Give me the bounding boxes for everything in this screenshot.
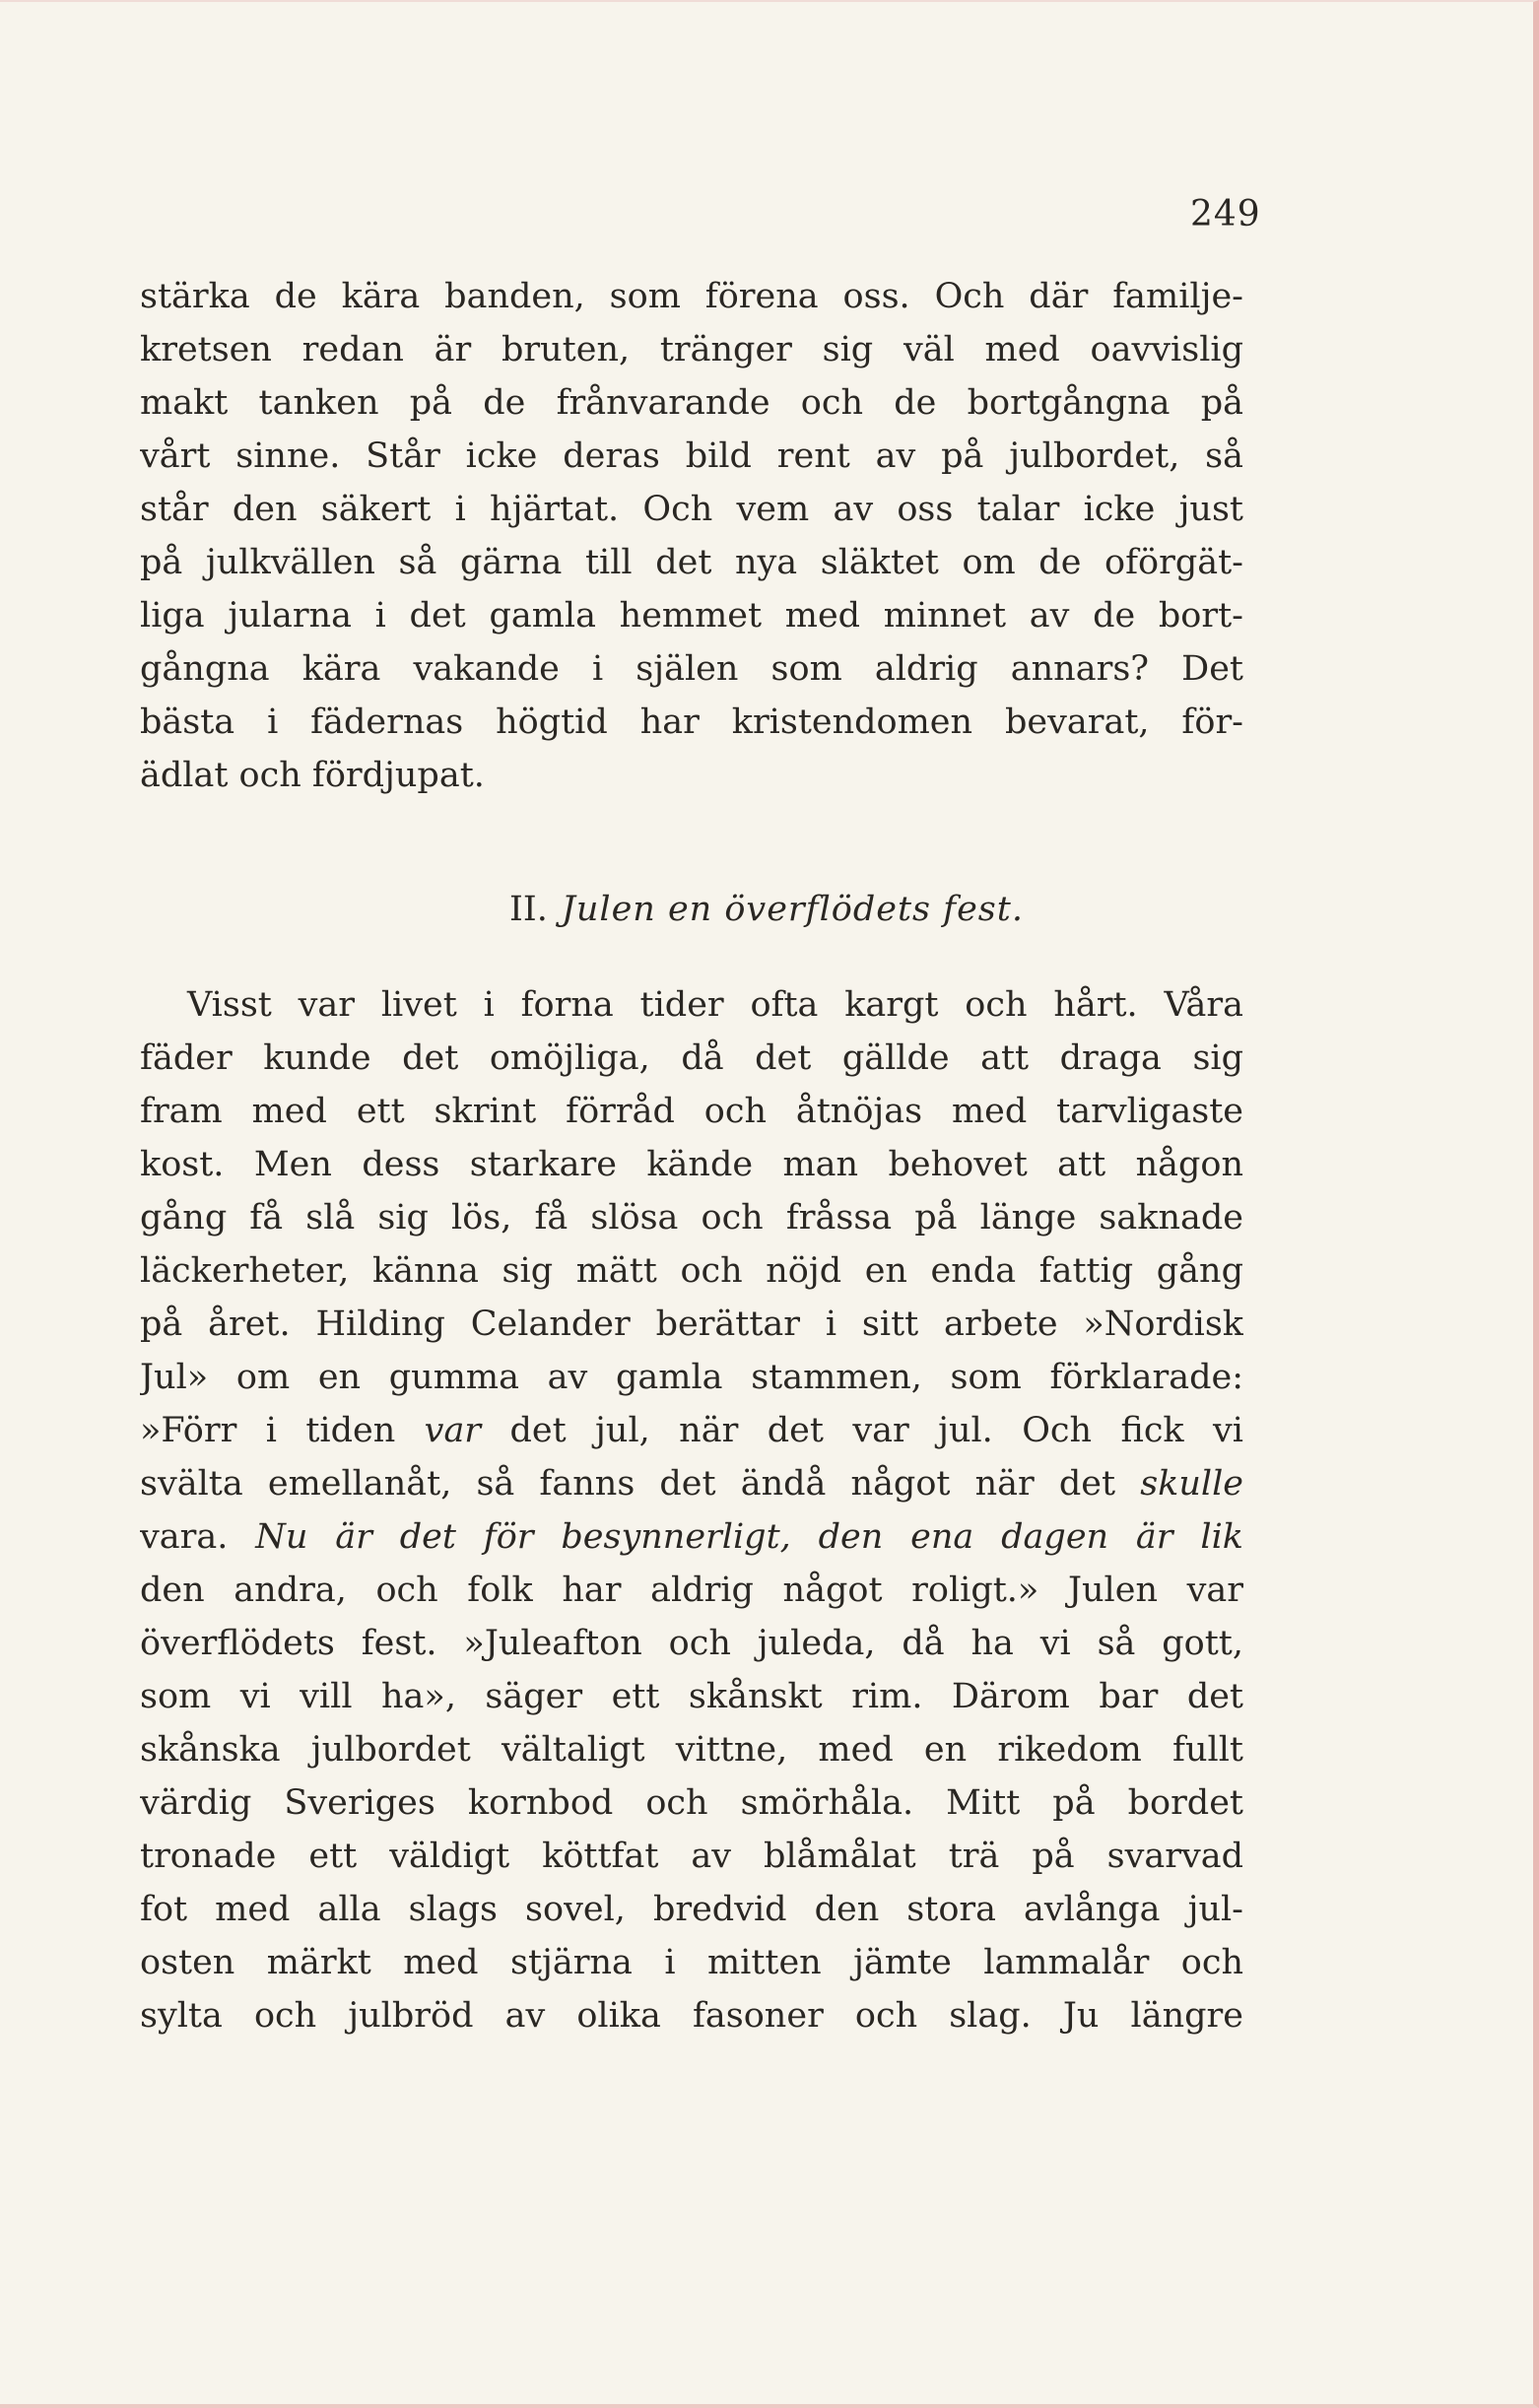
text-line: bästa i fädernas högtid har kristendomen bevarat, för- <box>140 702 1243 742</box>
text-line: den andra, och folk har aldrig något roligt.» Julen var <box>140 1571 1243 1610</box>
text-line: läckerheter, känna sig mätt och nöjd en enda fattig gång <box>140 1251 1243 1291</box>
page-number: 249 <box>1190 194 1261 234</box>
text-line: gång få slå sig lös, få slösa och fråssa på länge saknade <box>140 1198 1243 1237</box>
section-number: II. <box>509 890 548 929</box>
text-line: Visst var livet i forna tider ofta kargt och hårt. Våra <box>187 985 1243 1025</box>
text-line: ädlat och fördjupat. <box>140 756 485 795</box>
text-line: vara. Nu är det för besynnerligt, den ena dagen är lik <box>140 1517 1243 1557</box>
italic-emphasis: skulle <box>1140 1464 1243 1504</box>
italic-emphasis: var <box>424 1411 482 1450</box>
text-line: osten märkt med stjärna i mitten jämte lammalår och <box>140 1943 1243 1982</box>
text-line: fram med ett skrint förråd och åtnöjas med tarvligaste <box>140 1092 1243 1131</box>
paragraph-body <box>140 978 1243 2042</box>
section-heading <box>0 888 1533 931</box>
section-title: Julen en överflödets fest. <box>561 890 1024 929</box>
paragraph-continuation <box>140 270 1243 802</box>
text-line: sylta och julbröd av olika fasoner och slag. Ju längre <box>140 1996 1243 2036</box>
text-line: tronade ett väldigt köttfat av blåmålat trä på svarvad <box>140 1837 1243 1876</box>
text-line: som vi vill ha», säger ett skånskt rim. Därom bar det <box>140 1677 1243 1716</box>
text-line: på året. Hilding Celander berättar i sitt arbete »Nordisk <box>140 1304 1243 1344</box>
text-line: makt tanken på de frånvarande och de bortgångna på <box>140 383 1243 423</box>
text-line: på julkvällen så gärna till det nya släktet om de oförgät- <box>140 543 1243 582</box>
text-line: »Förr i tiden var det jul, när det var jul. Och fick vi <box>140 1411 1243 1450</box>
text-line: kost. Men dess starkare kände man behovet att någon <box>140 1145 1243 1184</box>
text-line: fot med alla slags sovel, bredvid den stora avlånga jul- <box>140 1890 1243 1929</box>
text-line: gångna kära vakande i själen som aldrig annars? Det <box>140 649 1243 689</box>
text-line: kretsen redan är bruten, tränger sig väl med oavvislig <box>140 330 1243 369</box>
text-line: överflödets fest. »Juleafton och juleda, då ha vi så gott, <box>140 1624 1243 1663</box>
italic-emphasis: Nu är det för besynnerligt, den ena dagen är lik <box>228 1517 1243 1557</box>
text-line: svälta emellanåt, så fanns det ändå något när det skulle <box>140 1464 1243 1504</box>
text-line: värdig Sveriges kornbod och smörhåla. Mitt på bordet <box>140 1783 1243 1823</box>
text-line: stärka de kära banden, som förena oss. Och där familje- <box>140 277 1243 316</box>
text-line: vårt sinne. Står icke deras bild rent av på julbordet, så <box>140 436 1243 476</box>
text-line: skånska julbordet vältaligt vittne, med en rikedom fullt <box>140 1730 1243 1770</box>
text-line: liga jularna i det gamla hemmet med minnet av de bort- <box>140 596 1243 635</box>
text-line: fäder kunde det omöjliga, då det gällde att draga sig <box>140 1038 1243 1078</box>
text-line: Jul» om en gumma av gamla stammen, som förklarade: <box>140 1358 1243 1397</box>
text-line: står den säkert i hjärtat. Och vem av oss talar icke just <box>140 490 1243 529</box>
